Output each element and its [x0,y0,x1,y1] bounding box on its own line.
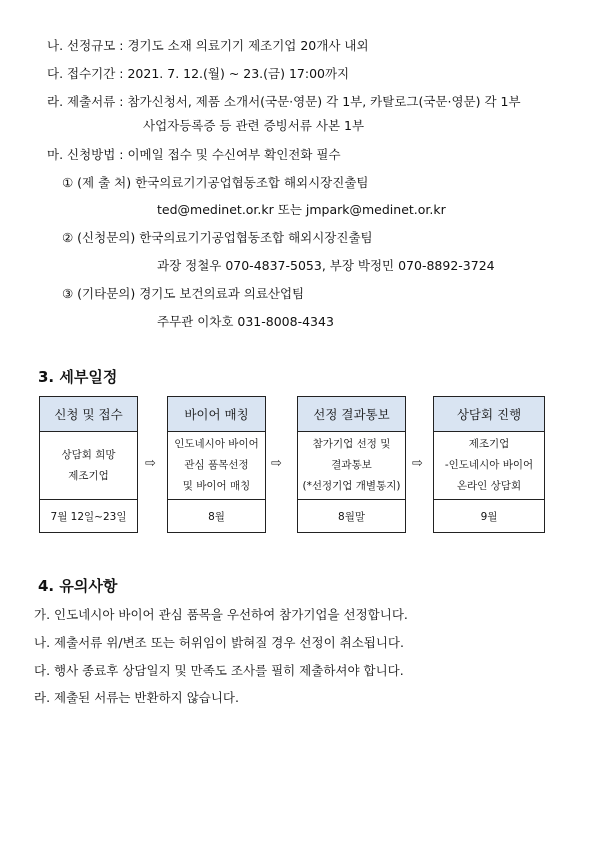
detail-line-documents: 라. 제출서류 : 참가신청서, 제품 소개서(국문·영문) 각 1부, 카탈로그(국문·영문) 각 1부 [47,94,521,109]
step-3-body: 참가기업 선정 및 결과통보 (*선정기업 개별통지) [297,431,406,500]
detail-line-other-inquiry: ③ (기타문의) 경기도 보건의료과 의료산업팀 [62,286,305,301]
arrow-icon: ⇨ [412,456,423,471]
section3-title: 3. 세부일정 [38,368,118,386]
arrow-icon: ⇨ [145,456,156,471]
notice-item: 라. 제출된 서류는 반환하지 않습니다. [34,690,239,705]
notice-item: 가. 인도네시아 바이어 관심 품목을 우선하여 참가기업을 선정합니다. [34,607,408,622]
step-2-body: 인도네시아 바이어 관심 품목선정 및 바이어 매칭 [167,431,266,500]
detail-line-inquiry-contacts: 과장 정철우 070-4837-5053, 부장 박정민 070-8892-3724 [157,258,495,273]
step-1-body: 상담회 희망 제조기업 [39,431,138,500]
step-1-date: 7월 12일~23일 [39,499,138,533]
step-1-header: 신청 및 접수 [39,396,138,432]
notice-item: 다. 행사 종료후 상담일지 및 만족도 조사를 필히 제출하셔야 합니다. [34,663,404,678]
arrow-icon: ⇨ [271,456,282,471]
detail-line-documents-cont: 사업자등록증 등 관련 증빙서류 사본 1부 [143,118,365,133]
detail-line-emails: ted@medinet.or.kr 또는 jmpark@medinet.or.kr [157,202,446,217]
step-3-date: 8월말 [297,499,406,533]
detail-line-inquiry: ② (신청문의) 한국의료기기공업협동조합 해외시장진출팀 [62,230,373,245]
detail-line-method: 마. 신청방법 : 이메일 접수 및 수신여부 확인전화 필수 [47,147,341,162]
detail-line-scale: 나. 선정규모 : 경기도 소재 의료기기 제조기업 20개사 내외 [47,38,369,53]
notice-item: 나. 제출서류 위/변조 또는 허위임이 밝혀질 경우 선정이 취소됩니다. [34,635,404,650]
step-2-date: 8월 [167,499,266,533]
step-4-body: 제조기업 -인도네시아 바이어 온라인 상담회 [433,431,545,500]
detail-line-period: 다. 접수기간 : 2021. 7. 12.(월) ~ 23.(금) 17:00까지 [47,66,350,81]
step-4-header: 상담회 진행 [433,396,545,432]
detail-line-other-contact: 주무관 이차호 031-8008-4343 [157,314,334,329]
step-4-date: 9월 [433,499,545,533]
step-2-header: 바이어 매칭 [167,396,266,432]
step-3-header: 선정 결과통보 [297,396,406,432]
section4-title: 4. 유의사항 [38,577,118,595]
detail-line-submit-to: ① (제 출 처) 한국의료기기공업협동조합 해외시장진출팀 [62,175,369,190]
